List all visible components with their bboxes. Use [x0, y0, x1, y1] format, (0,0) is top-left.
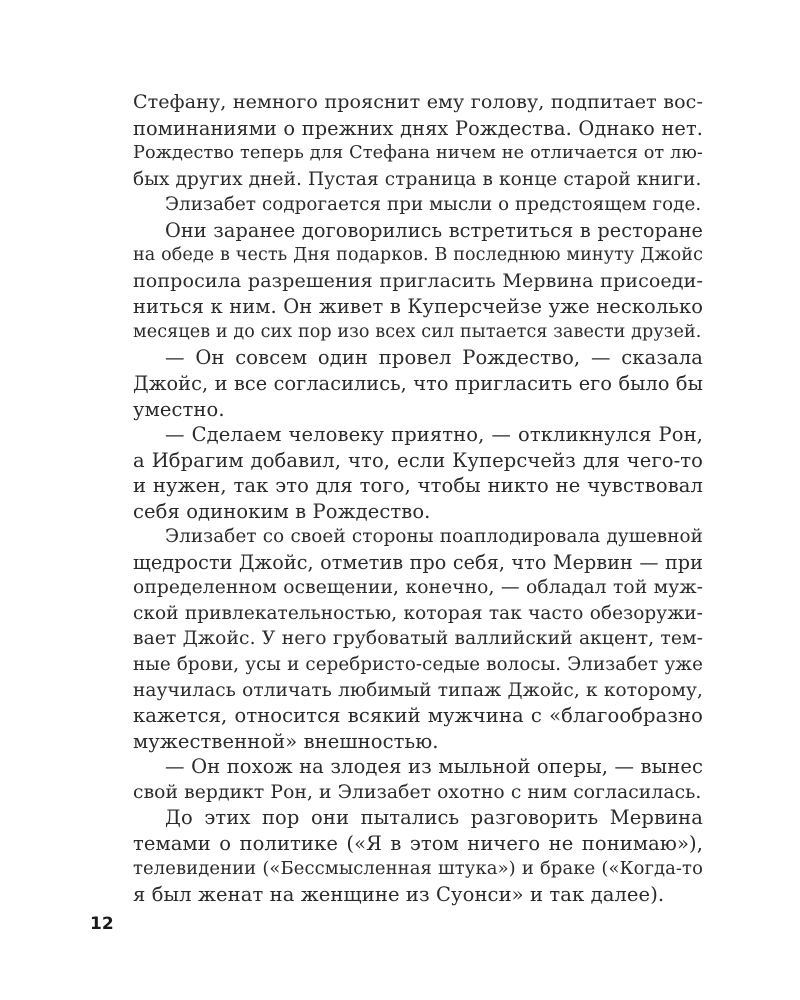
text-line: определенном освещении, конечно, — обладал той муж- [133, 577, 703, 599]
body-text [133, 90, 703, 908]
text-line: на обеде в честь Дня подарков. В последнюю минуту Джойс [133, 245, 703, 266]
text-line: телевидении («Бессмысленная штука») и браке («Когда-то [133, 858, 703, 880]
text-line: себя одиноким в Рождество. [133, 499, 431, 523]
text-line: вает Джойс. У него грубоватый валлийский акцент, тем- [133, 628, 703, 650]
text-line: ской привлекательностью, которая так часто обезоружи- [133, 602, 703, 624]
text-line: — Он похож на злодея из мыльной оперы, — вынес [165, 755, 703, 779]
text-line: свой вердикт Рон, и Элизабет охотно с ним согласилась. [133, 781, 702, 803]
text-line: темами о политике («Я в этом ничего не понимаю»), [133, 831, 703, 855]
text-line: Стефану, немного прояснит ему голову, подпитает вос- [133, 91, 703, 113]
text-line: и нужен, так это для того, чтобы никто не чувствовал [133, 474, 703, 498]
text-line: Они заранее договорились встретиться в ресторане [165, 218, 703, 242]
text-line: — Он совсем один провел Рождество, — сказала [165, 346, 703, 370]
text-line: научилась отличать любимый типаж Джойс, к которому, [133, 679, 703, 701]
text-line: мужественной» внешностью. [133, 729, 439, 753]
text-line: поминаниями о прежних днях Рождества. Однако нет. [133, 116, 703, 140]
text-line: Элизабет содрогается при мысли о предстоящем годе. [165, 194, 702, 216]
text-line: кажется, относится всякий мужчина с «благообразно [133, 704, 703, 728]
text-line: щедрости Джойс, отметив про себя, что Мервин — при [133, 550, 703, 574]
text-line: а Ибрагим добавил, что, если Куперсчейз для чего-то [133, 448, 703, 472]
text-line: ниться к ним. Он живет в Куперсчейзе уже несколько [133, 295, 703, 319]
text-line: попросила разрешения пригласить Мервина присоеди- [133, 269, 703, 292]
text-line: ные брови, усы и серебристо-седые волосы. Элизабет уже [133, 654, 703, 676]
text-line: уместно. [133, 397, 225, 421]
text-line: я был женат на женщине из Суонси» и так далее). [133, 882, 665, 906]
text-line: Джойс, и все согласились, что пригласить его было бы [133, 372, 703, 396]
text-line: Элизабет со своей стороны поаплодировала душевной [165, 526, 703, 548]
text-line: месяцев и до сих пор изо всех сил пытается завести друзей. [133, 321, 702, 342]
page-number: 12 [90, 914, 114, 934]
text-line: Рождество теперь для Стефана ничем не отличается от лю- [133, 143, 703, 164]
text-line: До этих пор они пытались разговорить Мервина [165, 806, 703, 830]
text-line: бых других дней. Пустая страница в конце старой книги. [133, 168, 702, 190]
text-line: — Сделаем человеку приятно, — откликнулся Рон, [165, 423, 703, 447]
